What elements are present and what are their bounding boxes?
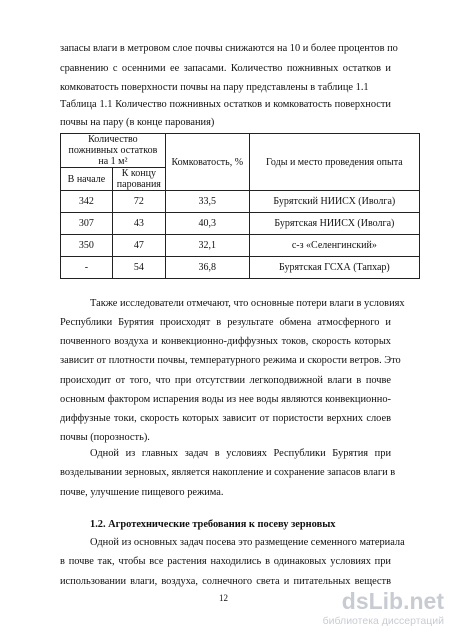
paragraph2-line-2: возделывании зерновых, является накопление и сохранение запасов влаги в [60,467,396,478]
paragraph1-line-7: диффузные токи, скорость которых зависит от пористости верхних слоев [60,413,391,424]
paragraph1-line-4: зависит от плотности почвы, температурного режима и скорости ветров. Это [60,355,401,366]
cell-lumpiness: 33,5 [165,191,249,213]
paragraph2-line-3: почве, улучшение пищевого режима. [60,487,224,498]
header-years-place: Годы и место проведения опыта [249,134,419,191]
table-row [61,213,420,235]
header-start: В начале [61,168,113,191]
cell-place: Бурятская ГСХА (Тапхар) [249,257,419,279]
table-row [61,257,420,279]
cell-end: 72 [112,191,165,213]
page-number: 12 [219,593,228,603]
cell-place: Бурятский НИИСХ (Иволга) [249,191,419,213]
cell-end: 47 [112,235,165,257]
cell-end: 54 [112,257,165,279]
cell-lumpiness: 32,1 [165,235,249,257]
section-heading: 1.2. Агротехнические требования к посеву зерновых [90,519,336,530]
cell-place: с-з «Селенгинский» [249,235,419,257]
table-row [61,235,420,257]
cell-lumpiness: 36,8 [165,257,249,279]
cell-start: 350 [61,235,113,257]
paragraph3-line-3: использовании влаги, воздуха, солнечного света и питательных веществ [60,576,391,587]
cell-start: 307 [61,213,113,235]
cell-lumpiness: 40,3 [165,213,249,235]
paragraph3-line-2: в почве так, чтобы все растения находились в одинаковых условиях при [60,556,391,567]
intro-line-2: сравнению с осенними ее запасами. Количество пожнивных остатков и [60,63,391,74]
cell-start: 342 [61,191,113,213]
paragraph1-line-2: Республики Бурятия происходят в результате обмена атмосферного и [60,317,391,328]
paragraph1-line-6: основным фактором испарения воды из нее воды являются конвекционно- [60,394,391,405]
paragraph1-line-5: происходит от того, что при отсутствии легкоподвижной влаги в почве [60,375,391,386]
table-caption-line-1: Таблица 1.1 Количество пожнивных остатков и комковатость поверхности [60,99,391,110]
paragraph1-line-8: почвы (порозность). [60,432,150,443]
residue-table [60,133,420,279]
paragraph1-line-1: Также исследователи отмечают, что основные потери влаги в условиях [90,298,405,309]
paragraph3-line-1: Одной из основных задач посева это размещение семенного материала [90,537,405,548]
table-row [61,191,420,213]
header-lumpiness: Комковатость, % [165,134,249,191]
paragraph1-line-3: почвенного воздуха и конвекционно-диффузных токов, скорость которых [60,336,391,347]
paragraph2-line-1: Одной из главных задач в условиях Республики Бурятия при [90,448,391,459]
cell-place: Бурятская НИИСХ (Иволга) [249,213,419,235]
cell-end: 43 [112,213,165,235]
table-caption-line-2: почвы на пару (в конце парования) [60,117,215,128]
watermark [312,588,448,632]
header-residue-count: Количество пожнивных остатков на 1 м² [61,134,166,168]
table-header-row [61,134,420,168]
header-end: К концу парования [112,168,165,191]
cell-start: - [61,257,113,279]
intro-line-3: комковатость поверхности почвы на пару представлены в таблице 1.1 [60,82,369,93]
watermark-logo: dsLib.net [341,588,444,614]
intro-line-1: запасы влаги в метровом слое почвы снижаются на 10 и более процентов по [60,43,398,54]
watermark-tagline: библиотека диссертаций [322,615,444,627]
